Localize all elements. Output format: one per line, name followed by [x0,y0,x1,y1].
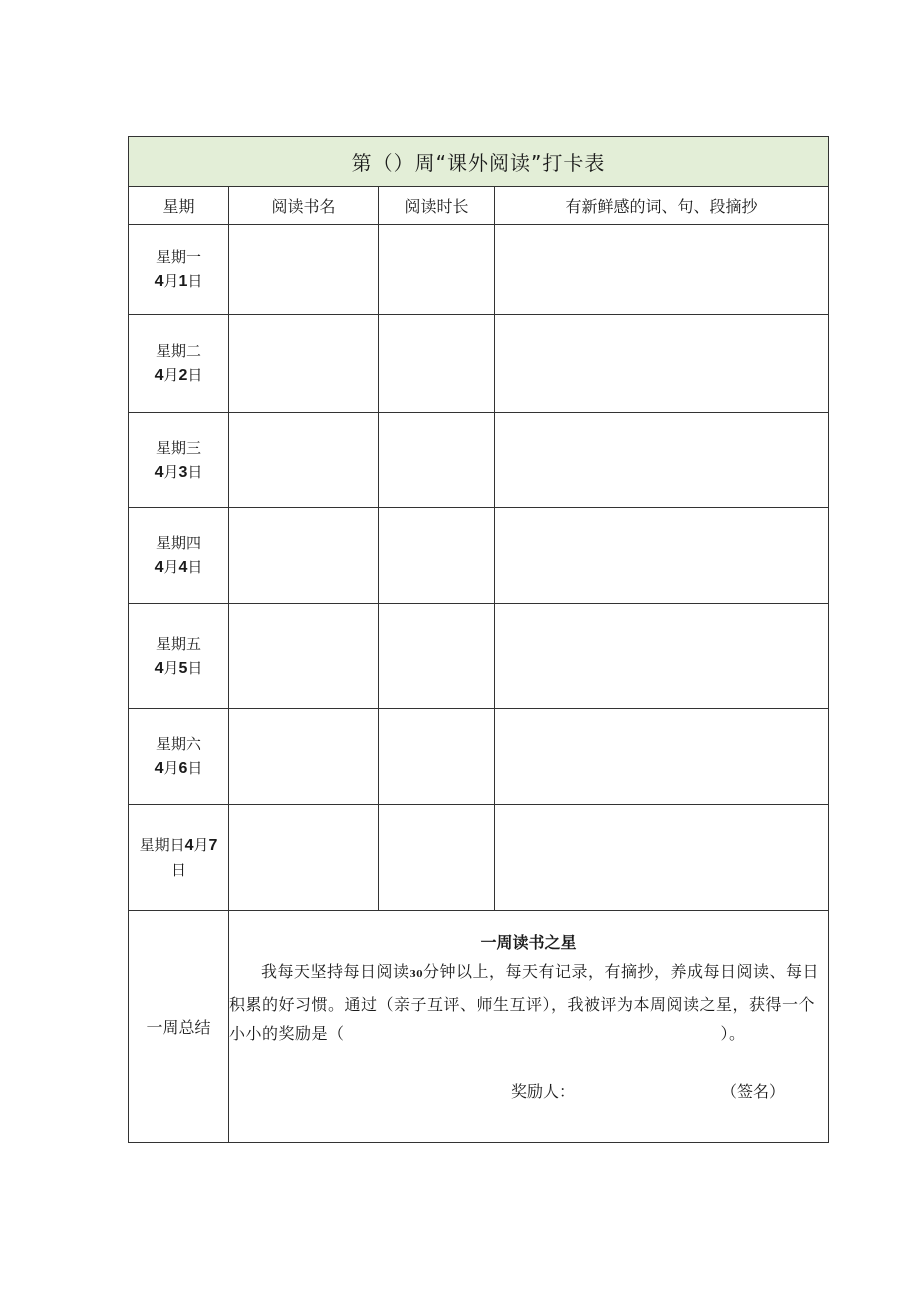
duration-cell[interactable] [379,508,495,604]
day-cell [129,604,229,709]
weekday-label: 星期一 [155,248,201,266]
weekday-label: 星期五 [155,634,201,653]
book-name-cell[interactable] [229,709,379,805]
table-row [129,413,829,508]
summary-row [129,911,829,1143]
star-title: 一周读书之星 [480,933,577,952]
weekday-label: 星期四 [155,534,201,552]
book-name-cell[interactable] [229,604,379,709]
excerpt-cell[interactable] [495,315,829,413]
header-book-name: 阅读书名 [229,187,379,225]
duration-cell[interactable] [379,805,495,911]
excerpt-cell[interactable] [495,508,829,604]
duration-cell[interactable] [379,315,495,413]
reward-giver-label: 奖励人： [511,1082,576,1101]
signature-row [229,1070,828,1110]
table-row [129,604,829,709]
book-name-cell[interactable] [229,413,379,508]
table-row [129,315,829,413]
header-day: 星期 [129,187,229,225]
duration-cell[interactable] [379,604,495,709]
day-cell [129,225,229,315]
duration-cell[interactable] [379,709,495,805]
book-name-cell[interactable] [229,805,379,911]
weekday-label: 星期二 [155,342,201,360]
duration-cell[interactable] [379,225,495,315]
date-label: 星期日4月7 日 [139,836,218,879]
header-reading-duration: 阅读时长 [379,187,495,225]
book-name-cell[interactable] [229,225,379,315]
summary-label: 一周总结 [129,911,229,1143]
day-cell [129,709,229,805]
excerpt-cell[interactable] [495,225,829,315]
table-row [129,508,829,604]
excerpt-cell[interactable] [495,709,829,805]
reading-checkin-table [128,136,829,1143]
table-row [129,225,829,315]
day-cell [129,508,229,604]
weekday-label: 星期三 [155,438,201,457]
excerpt-cell[interactable] [495,805,829,911]
summary-body [229,911,829,1143]
date-label: 4月3日 [154,462,203,481]
day-cell [129,805,229,911]
date-label: 4月4日 [154,558,203,576]
table-title: 第（）周“课外阅读”打卡表 [129,137,829,187]
table-row [129,805,829,911]
book-name-cell[interactable] [229,508,379,604]
header-excerpt: 有新鲜感的词、句、段摘抄 [495,187,829,225]
excerpt-cell[interactable] [495,413,829,508]
excerpt-cell[interactable] [495,604,829,709]
day-cell [129,413,229,508]
summary-paragraph: 我每天坚持每日阅读30分钟以上，每天有记录，有摘抄，养成每日阅读、每日积累的好习惯。通过（亲子互评、师生互评），我被评为本周阅读之星，获得一个小小的奖励是（ ）。 [229,962,820,1043]
date-label: 4月1日 [154,272,203,290]
table-row [129,709,829,805]
day-cell [129,315,229,413]
date-label: 4月2日 [154,366,203,384]
weekday-label: 星期六 [155,735,201,753]
duration-cell[interactable] [379,413,495,508]
date-label: 4月5日 [154,658,203,677]
signature-label: （签名） [721,1082,786,1101]
date-label: 4月6日 [154,759,203,777]
book-name-cell[interactable] [229,315,379,413]
